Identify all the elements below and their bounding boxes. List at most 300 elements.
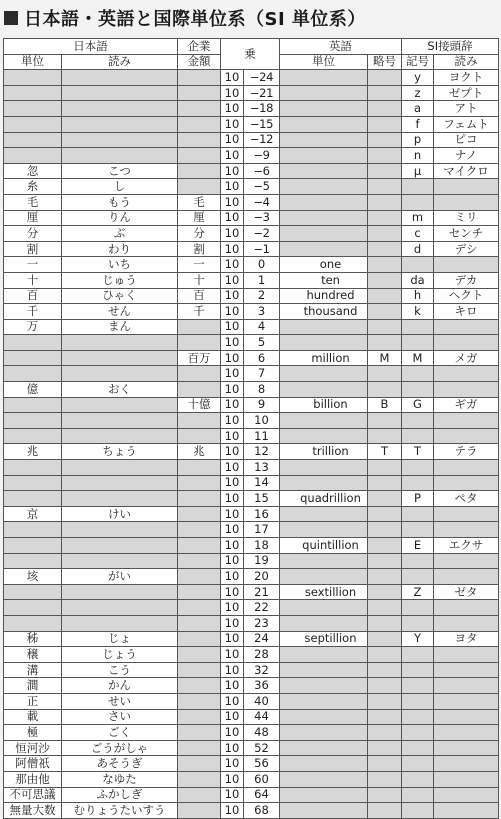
en-abbr-cell (368, 522, 402, 538)
en-abbr-cell (368, 194, 402, 210)
exponent-cell: 48 (244, 725, 280, 741)
jp-unit-cell: 京 (4, 506, 62, 522)
si-reading-cell: デシ (434, 241, 499, 257)
jp-unit-cell (4, 350, 62, 366)
jp-unit-cell: 秭 (4, 631, 62, 647)
jp-unit-cell: 一 (4, 257, 62, 273)
base-cell: 10 (221, 85, 244, 101)
jp-reading-cell: ぶ (62, 226, 178, 242)
page-title-text: 日本語・英語と国際単位系（SI 単位系） (24, 9, 366, 30)
jp-reading-cell (62, 350, 178, 366)
corp-amount-cell (178, 85, 221, 101)
base-cell: 10 (221, 662, 244, 678)
en-unit-cell (280, 771, 368, 787)
table-row (4, 522, 499, 538)
jp-reading-cell: ひゃく (62, 288, 178, 304)
exponent-cell: 23 (244, 615, 280, 631)
si-reading-cell (434, 725, 499, 741)
jp-unit-cell: 不可思議 (4, 787, 62, 803)
table-row (4, 350, 499, 366)
si-symbol-cell: m (402, 210, 434, 226)
jp-unit-cell: 十 (4, 272, 62, 288)
corp-amount-cell: 千 (178, 304, 221, 320)
si-symbol-cell (402, 756, 434, 772)
en-abbr-cell (368, 428, 402, 444)
en-unit-cell (280, 148, 368, 164)
si-reading-cell: ヘクト (434, 288, 499, 304)
jp-reading-cell: りん (62, 210, 178, 226)
en-unit-cell (280, 101, 368, 117)
base-cell: 10 (221, 615, 244, 631)
si-symbol-cell (402, 319, 434, 335)
table-row (4, 444, 499, 460)
si-symbol-cell: Y (402, 631, 434, 647)
table-row (4, 257, 499, 273)
header-corp-group: 企業 (178, 39, 221, 55)
jp-unit-cell: 恒河沙 (4, 740, 62, 756)
exponent-cell: 8 (244, 382, 280, 398)
corp-amount-cell (178, 600, 221, 616)
jp-unit-cell: 正 (4, 693, 62, 709)
en-abbr-cell (368, 132, 402, 148)
en-abbr-cell (368, 210, 402, 226)
jp-unit-cell: 割 (4, 241, 62, 257)
table-row (4, 756, 499, 772)
si-reading-cell (434, 428, 499, 444)
table-row (4, 740, 499, 756)
exponent-cell: 22 (244, 600, 280, 616)
exponent-cell: −15 (244, 116, 280, 132)
en-unit-cell (280, 194, 368, 210)
jp-reading-cell (62, 101, 178, 117)
exponent-cell: 64 (244, 787, 280, 803)
jp-reading-cell: ふかしぎ (62, 787, 178, 803)
jp-reading-cell (62, 522, 178, 538)
en-unit-cell (280, 382, 368, 398)
base-cell: 10 (221, 319, 244, 335)
corp-amount-cell (178, 428, 221, 444)
en-unit-cell: quintillion (280, 538, 368, 554)
base-cell: 10 (221, 491, 244, 507)
jp-reading-cell (62, 85, 178, 101)
corp-amount-cell (178, 101, 221, 117)
si-symbol-cell (402, 522, 434, 538)
exponent-cell: −3 (244, 210, 280, 226)
base-cell: 10 (221, 693, 244, 709)
table-row (4, 397, 499, 413)
table-row (4, 428, 499, 444)
base-cell: 10 (221, 304, 244, 320)
si-reading-cell (434, 382, 499, 398)
corp-amount-cell (178, 382, 221, 398)
en-abbr-cell (368, 257, 402, 273)
corp-amount-cell (178, 725, 221, 741)
en-unit-cell (280, 647, 368, 663)
en-unit-cell (280, 70, 368, 86)
en-unit-cell (280, 615, 368, 631)
corp-amount-cell (178, 678, 221, 694)
corp-amount-cell: 十億 (178, 397, 221, 413)
si-reading-cell (434, 756, 499, 772)
base-cell: 10 (221, 101, 244, 117)
en-unit-cell (280, 553, 368, 569)
base-cell: 10 (221, 771, 244, 787)
table-row (4, 553, 499, 569)
si-symbol-cell (402, 600, 434, 616)
en-unit-cell (280, 179, 368, 195)
base-cell: 10 (221, 553, 244, 569)
table-row (4, 584, 499, 600)
jp-unit-cell: 分 (4, 226, 62, 242)
si-symbol-cell: μ (402, 163, 434, 179)
corp-amount-cell (178, 132, 221, 148)
base-cell: 10 (221, 678, 244, 694)
table-row (4, 725, 499, 741)
si-reading-cell: ゼタ (434, 584, 499, 600)
corp-amount-cell: 兆 (178, 444, 221, 460)
table-row (4, 382, 499, 398)
si-symbol-cell (402, 553, 434, 569)
table-row (4, 163, 499, 179)
en-abbr-cell (368, 148, 402, 164)
table-row (4, 210, 499, 226)
si-symbol-cell (402, 662, 434, 678)
en-unit-cell (280, 522, 368, 538)
corp-amount-cell (178, 756, 221, 772)
jp-reading-cell: おく (62, 382, 178, 398)
corp-amount-cell (178, 413, 221, 429)
exponent-cell: −12 (244, 132, 280, 148)
jp-reading-cell (62, 132, 178, 148)
jp-reading-cell: むりょうたいすう (62, 803, 178, 819)
si-reading-cell (434, 506, 499, 522)
en-unit-cell (280, 241, 368, 257)
jp-reading-cell: じゅう (62, 272, 178, 288)
jp-unit-cell: 厘 (4, 210, 62, 226)
si-symbol-cell (402, 475, 434, 491)
jp-reading-cell: かん (62, 678, 178, 694)
base-cell: 10 (221, 210, 244, 226)
en-unit-cell: million (280, 350, 368, 366)
exponent-cell: 12 (244, 444, 280, 460)
table-row (4, 631, 499, 647)
base-cell: 10 (221, 116, 244, 132)
jp-unit-cell (4, 491, 62, 507)
si-symbol-cell: k (402, 304, 434, 320)
corp-amount-cell (178, 366, 221, 382)
si-reading-cell (434, 740, 499, 756)
jp-reading-cell (62, 413, 178, 429)
jp-reading-cell (62, 397, 178, 413)
corp-amount-cell: 一 (178, 257, 221, 273)
jp-unit-cell: 阿僧祇 (4, 756, 62, 772)
exponent-cell: 15 (244, 491, 280, 507)
en-abbr-cell (368, 382, 402, 398)
table-row (4, 662, 499, 678)
base-cell: 10 (221, 647, 244, 663)
en-unit-cell: septillion (280, 631, 368, 647)
exponent-cell: −21 (244, 85, 280, 101)
si-reading-cell (434, 647, 499, 663)
table-row (4, 460, 499, 476)
en-abbr-cell (368, 538, 402, 554)
en-unit-cell (280, 116, 368, 132)
en-unit-cell (280, 662, 368, 678)
base-cell: 10 (221, 226, 244, 242)
corp-amount-cell (178, 522, 221, 538)
en-abbr-cell: B (368, 397, 402, 413)
si-reading-cell (434, 600, 499, 616)
si-reading-cell (434, 787, 499, 803)
table-row (4, 803, 499, 819)
en-unit-cell (280, 319, 368, 335)
en-unit-cell: ten (280, 272, 368, 288)
exponent-cell: 10 (244, 413, 280, 429)
header-en-group: 英語 (280, 39, 402, 55)
en-abbr-cell (368, 241, 402, 257)
si-symbol-cell: p (402, 132, 434, 148)
jp-unit-cell: 無量大数 (4, 803, 62, 819)
si-symbol-cell: M (402, 350, 434, 366)
exponent-cell: 52 (244, 740, 280, 756)
en-unit-cell (280, 740, 368, 756)
page-title (4, 5, 366, 31)
en-abbr-cell (368, 163, 402, 179)
table-row (4, 272, 499, 288)
corp-amount-cell (178, 709, 221, 725)
base-cell: 10 (221, 70, 244, 86)
si-reading-cell (434, 693, 499, 709)
base-cell: 10 (221, 366, 244, 382)
jp-reading-cell: じょう (62, 647, 178, 663)
jp-reading-cell: せん (62, 304, 178, 320)
table-row (4, 475, 499, 491)
jp-reading-cell: こう (62, 662, 178, 678)
en-unit-cell (280, 709, 368, 725)
corp-amount-cell: 百 (178, 288, 221, 304)
table-row (4, 709, 499, 725)
si-reading-cell: メガ (434, 350, 499, 366)
jp-unit-cell (4, 413, 62, 429)
en-unit-cell: quadrillion (280, 491, 368, 507)
en-unit-cell (280, 756, 368, 772)
base-cell: 10 (221, 148, 244, 164)
jp-unit-cell: 溝 (4, 662, 62, 678)
header-en-unit: 単位 (280, 54, 368, 70)
jp-reading-cell (62, 615, 178, 631)
si-symbol-cell (402, 709, 434, 725)
table-header-row-1 (4, 39, 499, 55)
exponent-cell: −6 (244, 163, 280, 179)
si-reading-cell: センチ (434, 226, 499, 242)
base-cell: 10 (221, 803, 244, 819)
base-cell: 10 (221, 569, 244, 585)
jp-reading-cell (62, 553, 178, 569)
corp-amount-cell (178, 491, 221, 507)
en-unit-cell: trillion (280, 444, 368, 460)
en-unit-cell: one (280, 257, 368, 273)
corp-amount-cell (178, 70, 221, 86)
en-abbr-cell (368, 288, 402, 304)
corp-amount-cell: 分 (178, 226, 221, 242)
corp-amount-cell: 厘 (178, 210, 221, 226)
base-cell: 10 (221, 584, 244, 600)
si-reading-cell (434, 803, 499, 819)
exponent-cell: 44 (244, 709, 280, 725)
si-symbol-cell (402, 506, 434, 522)
en-abbr-cell (368, 319, 402, 335)
exponent-cell: 9 (244, 397, 280, 413)
jp-unit-cell (4, 522, 62, 538)
table-row (4, 647, 499, 663)
jp-unit-cell: 那由他 (4, 771, 62, 787)
si-symbol-cell (402, 787, 434, 803)
corp-amount-cell (178, 538, 221, 554)
corp-amount-cell: 毛 (178, 194, 221, 210)
exponent-cell: 6 (244, 350, 280, 366)
table-row (4, 241, 499, 257)
header-si-group: SI接頭辞 (402, 39, 499, 55)
corp-amount-cell (178, 319, 221, 335)
en-unit-cell (280, 725, 368, 741)
si-symbol-cell (402, 771, 434, 787)
corp-amount-cell: 割 (178, 241, 221, 257)
base-cell: 10 (221, 756, 244, 772)
exponent-cell: 3 (244, 304, 280, 320)
base-cell: 10 (221, 163, 244, 179)
si-symbol-cell: a (402, 101, 434, 117)
jp-unit-cell: 百 (4, 288, 62, 304)
en-abbr-cell (368, 725, 402, 741)
si-reading-cell: ミリ (434, 210, 499, 226)
en-unit-cell (280, 678, 368, 694)
en-abbr-cell (368, 631, 402, 647)
exponent-cell: 4 (244, 319, 280, 335)
table-row (4, 319, 499, 335)
base-cell: 10 (221, 132, 244, 148)
si-symbol-cell: y (402, 70, 434, 86)
jp-unit-cell (4, 475, 62, 491)
exponent-cell: 5 (244, 335, 280, 351)
corp-amount-cell (178, 787, 221, 803)
si-reading-cell: ギガ (434, 397, 499, 413)
si-reading-cell: アト (434, 101, 499, 117)
en-unit-cell (280, 335, 368, 351)
si-symbol-cell (402, 382, 434, 398)
en-abbr-cell (368, 226, 402, 242)
base-cell: 10 (221, 475, 244, 491)
base-cell: 10 (221, 740, 244, 756)
table-row (4, 101, 499, 117)
corp-amount-cell (178, 553, 221, 569)
si-reading-cell: ヨクト (434, 70, 499, 86)
jp-unit-cell (4, 70, 62, 86)
exponent-cell: 19 (244, 553, 280, 569)
table-row (4, 304, 499, 320)
jp-reading-cell: わり (62, 241, 178, 257)
corp-amount-cell (178, 693, 221, 709)
base-cell: 10 (221, 787, 244, 803)
en-unit-cell (280, 569, 368, 585)
si-symbol-cell: d (402, 241, 434, 257)
si-symbol-cell (402, 335, 434, 351)
table-row (4, 194, 499, 210)
si-symbol-cell: G (402, 397, 434, 413)
header-en-abbr: 略号 (368, 54, 402, 70)
corp-amount-cell (178, 116, 221, 132)
exponent-cell: 36 (244, 678, 280, 694)
exponent-cell: 11 (244, 428, 280, 444)
square-bullet-icon (4, 11, 18, 25)
jp-reading-cell (62, 600, 178, 616)
jp-unit-cell: 兆 (4, 444, 62, 460)
corp-amount-cell (178, 631, 221, 647)
table-row (4, 615, 499, 631)
table-row (4, 335, 499, 351)
si-symbol-cell: n (402, 148, 434, 164)
jp-unit-cell: 極 (4, 725, 62, 741)
si-symbol-cell: Z (402, 584, 434, 600)
si-reading-cell: ナノ (434, 148, 499, 164)
corp-amount-cell (178, 335, 221, 351)
si-reading-cell (434, 662, 499, 678)
si-symbol-cell: h (402, 288, 434, 304)
en-abbr-cell (368, 803, 402, 819)
si-reading-cell: エクサ (434, 538, 499, 554)
table-row (4, 491, 499, 507)
si-reading-cell (434, 335, 499, 351)
jp-unit-cell: 垓 (4, 569, 62, 585)
en-unit-cell (280, 132, 368, 148)
exponent-cell: 18 (244, 538, 280, 554)
en-unit-cell (280, 226, 368, 242)
exponent-cell: 56 (244, 756, 280, 772)
si-reading-cell (434, 179, 499, 195)
jp-reading-cell (62, 584, 178, 600)
jp-reading-cell (62, 335, 178, 351)
jp-unit-cell: 澗 (4, 678, 62, 694)
exponent-cell: 1 (244, 272, 280, 288)
en-unit-cell (280, 366, 368, 382)
en-unit-cell: billion (280, 397, 368, 413)
base-cell: 10 (221, 709, 244, 725)
jp-reading-cell: ごく (62, 725, 178, 741)
en-unit-cell (280, 693, 368, 709)
table-row (4, 70, 499, 86)
base-cell: 10 (221, 335, 244, 351)
en-unit-cell (280, 506, 368, 522)
jp-unit-cell (4, 460, 62, 476)
si-symbol-cell (402, 428, 434, 444)
exponent-cell: 24 (244, 631, 280, 647)
si-reading-cell (434, 553, 499, 569)
base-cell: 10 (221, 194, 244, 210)
header-si-symbol: 記号 (402, 54, 434, 70)
exponent-cell: 68 (244, 803, 280, 819)
corp-amount-cell (178, 647, 221, 663)
unit-table (3, 38, 499, 819)
base-cell: 10 (221, 397, 244, 413)
jp-unit-cell (4, 538, 62, 554)
exponent-cell: 28 (244, 647, 280, 663)
si-reading-cell (434, 678, 499, 694)
exponent-cell: 21 (244, 584, 280, 600)
en-abbr-cell (368, 366, 402, 382)
corp-amount-cell (178, 460, 221, 476)
si-reading-cell: テラ (434, 444, 499, 460)
corp-amount-cell (178, 771, 221, 787)
en-unit-cell (280, 428, 368, 444)
